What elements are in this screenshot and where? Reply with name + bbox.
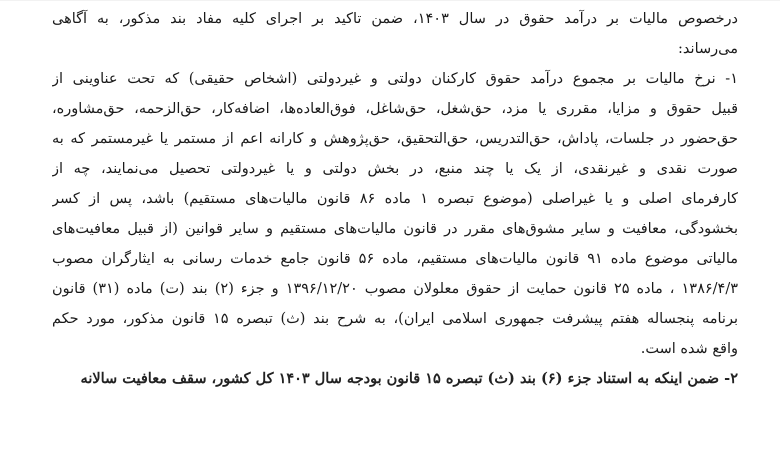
paragraph-line-13-cut-off: ۲- ضمن اینکه به استناد جزء (۶) بند (ث) تبصره ۱۵ قانون بودجه سال ۱۴۰۳ کل کشور، سقف معافیت سالانه [80, 370, 738, 387]
paragraph-line-2: می‌رساند: [678, 41, 738, 57]
paragraph-line-12: واقع شده است. [640, 341, 738, 357]
paragraph-line-5: حق‌حضور در جلسات، پاداش، حق‌التدریس، حق‌التحقیق، حق‌پژوهش و کارانه اعم از مستمر یا غیرمستمر که به [52, 131, 738, 147]
paragraph-line-9: مالیاتی موضوع ماده ۹۱ قانون مالیات‌های مستقیم، ماده ۵۶ قانون جامع خدمات رسانی به ایثارگران مصوب [52, 251, 738, 267]
paragraph-line-7: کارفرمای اصلی و یا غیراصلی (موضوع تبصره ۱ ماده ۸۶ قانون مالیات‌های مستقیم) باشد، پس از کسر [52, 191, 738, 207]
paragraph-line-4: قبیل حقوق و مزایا، مقرری یا مزد، حق‌شغل، حق‌شاغل، فوق‌العاده‌ها، اضافه‌کار، حق‌الزحمه، حق‌مشاوره، [52, 101, 738, 117]
paragraph-line-11: برنامه پنجساله هفتم پیشرفت جمهوری اسلامی ایران)، به شرح بند (ث) تبصره ۱۵ قانون مذکور، مورد حکم [52, 311, 738, 327]
paragraph-line-8: بخشودگی، معافیت و سایر مشوق‌های مقرر در قانون مالیات‌های مستقیم و سایر قوانین (از قبیل معافیت‌های [52, 221, 738, 237]
page-top-edge [0, 0, 780, 1]
paragraph-line-1: درخصوص مالیات بر درآمد حقوق در سال ۱۴۰۳، ضمن تاکید بر اجرای کلیه مفاد بند مذکور، به آگاهی [52, 11, 738, 27]
document-body [52, 4, 738, 394]
paragraph-line-6: صورت نقدی و غیرنقدی، از یک یا چند منبع، در بخش دولتی و یا غیردولتی تحصیل می‌نمایند، چه از [52, 161, 738, 177]
paragraph-line-3: ۱- نرخ مالیات بر مجموع درآمد حقوق کارکنان دولتی و غیردولتی (اشخاص حقیقی) که تحت عناوینی از [52, 71, 738, 87]
paragraph-line-10: ۱۳۸۶/۴/۳ ، ماده ۲۵ قانون حمایت از حقوق معلولان مصوب ۱۳۹۶/۱۲/۲۰ و جزء (۲) بند (ت) ماده (۳۱) قانون [52, 281, 738, 297]
